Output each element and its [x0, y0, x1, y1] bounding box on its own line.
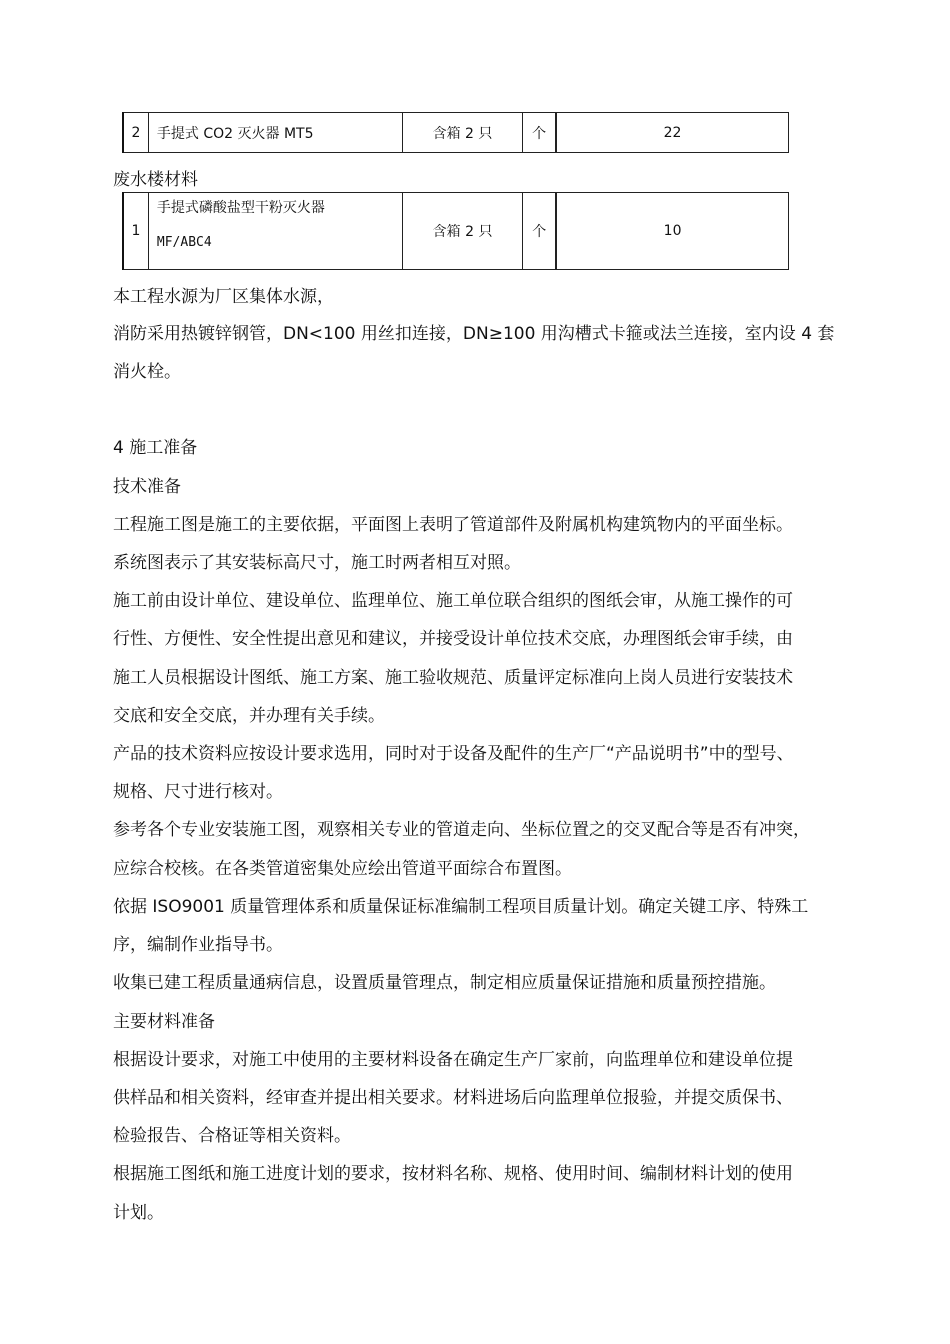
row-index: 1 [123, 193, 148, 270]
paragraph-line: 施工人员根据设计图纸、施工方案、施工验收规范、质量评定标准向上岗人员进行安装技术 [113, 668, 793, 688]
row-index: 2 [123, 113, 148, 153]
paragraph-line: 根据设计要求，对施工中使用的主要材料设备在确定生产厂家前，向监理单位和建设单位提 [113, 1050, 793, 1070]
item-name-line-1: 手提式磷酸盐型干粉灭火器 [156, 200, 325, 216]
subsection-heading: 主要材料准备 [113, 1012, 215, 1032]
table-row [123, 113, 789, 153]
item-unit: 个 [523, 113, 556, 153]
paragraph-line: 产品的技术资料应按设计要求选用，同时对于设备及配件的生产厂“产品说明书”中的型号、 [113, 744, 794, 764]
section-heading: 4 施工准备 [113, 438, 198, 458]
item-name: 手提式 CO2 灭火器 MT5 [148, 113, 402, 153]
paragraph-line: 应综合校核。在各类管道密集处应绘出管道平面综合布置图。 [113, 859, 572, 879]
item-name [148, 193, 402, 270]
item-unit: 个 [523, 193, 556, 270]
paragraph-line: 施工前由设计单位、建设单位、监理单位、施工单位联合组织的图纸会审，从施工操作的可 [113, 591, 793, 611]
item-quantity: 10 [557, 193, 789, 270]
table-row [123, 193, 789, 270]
paragraph-line: 供样品和相关资料，经审查并提出相关要求。材料进场后向监理单位报验，并提交质保书、 [113, 1088, 793, 1108]
item-package: 含箱 2 只 [402, 113, 522, 153]
paragraph-line: 检验报告、合格证等相关资料。 [113, 1126, 351, 1146]
paragraph-line: 计划。 [113, 1203, 164, 1223]
paragraph-line: 行性、方便性、安全性提出意见和建议，并接受设计单位技术交底，办理图纸会审手续，由 [113, 629, 793, 649]
paragraph-line: 规格、尺寸进行核对。 [113, 782, 283, 802]
paragraph-line: 消防采用热镀锌钢管，DN<100 用丝扣连接，DN≥100 用沟槽式卡箍或法兰连接，室内设 4 套 [113, 324, 835, 344]
item-name-line-2: MF/ABC4 [156, 235, 212, 250]
paragraph-line: 工程施工图是施工的主要依据，平面图上表明了管道部件及附属机构建筑物内的平面坐标。 [113, 515, 793, 535]
section-label: 废水楼材料 [113, 170, 198, 190]
paragraph-line: 依据 ISO9001 质量管理体系和质量保证标准编制工程项目质量计划。确定关键工序、特殊工 [113, 897, 809, 917]
extinguisher-table-2 [122, 192, 789, 270]
paragraph-line: 系统图表示了其安装标高尺寸，施工时两者相互对照。 [113, 553, 521, 573]
paragraph-line: 根据施工图纸和施工进度计划的要求，按材料名称、规格、使用时间、编制材料计划的使用 [113, 1164, 793, 1184]
subsection-heading: 技术准备 [113, 477, 181, 497]
paragraph-line: 收集已建工程质量通病信息，设置质量管理点，制定相应质量保证措施和质量预控措施。 [113, 973, 776, 993]
paragraph-line: 参考各个专业安装施工图，观察相关专业的管道走向、坐标位置之的交叉配合等是否有冲突， [113, 820, 810, 840]
paragraph-line: 消火栓。 [113, 362, 181, 382]
extinguisher-table-1 [122, 112, 789, 153]
item-quantity: 22 [557, 113, 789, 153]
paragraph-line: 本工程水源为厂区集体水源， [113, 287, 334, 307]
paragraph-line: 交底和安全交底，并办理有关手续。 [113, 706, 385, 726]
item-package: 含箱 2 只 [402, 193, 522, 270]
paragraph-line: 序，编制作业指导书。 [113, 935, 283, 955]
